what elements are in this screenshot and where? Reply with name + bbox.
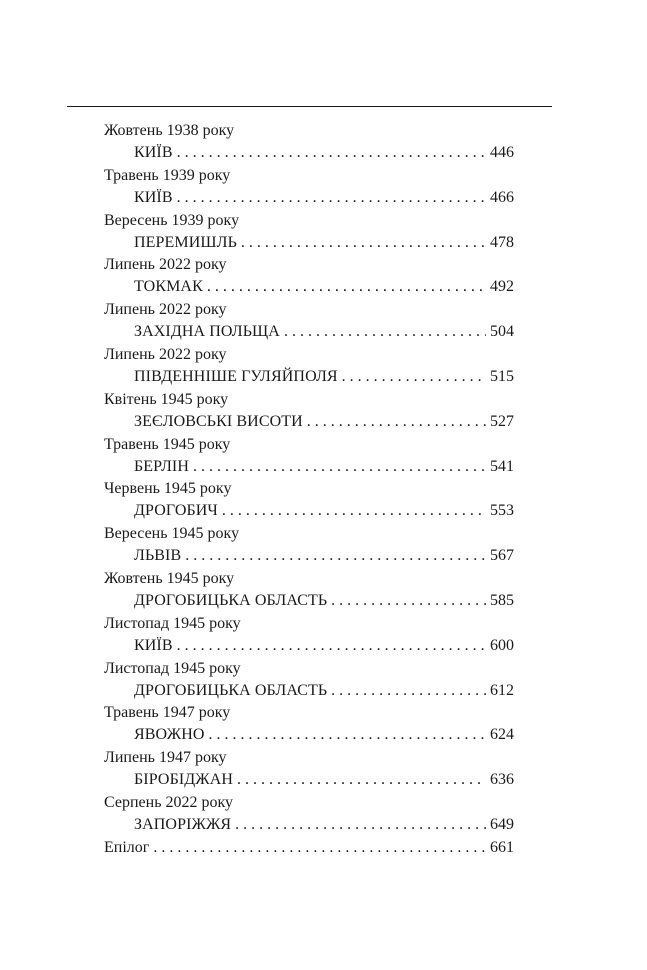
entry-line (104, 366, 514, 389)
entry-page: 466 (490, 188, 514, 206)
toc-entry (104, 747, 514, 792)
entry-page: 527 (490, 412, 514, 430)
entry-page: 636 (490, 771, 514, 789)
toc-entry (104, 478, 514, 523)
entry-title: ДРОГОБИЦЬКА ОБЛАСТЬ (134, 681, 328, 699)
toc-entry (104, 120, 514, 165)
entry-line (104, 769, 514, 792)
dot-leader (241, 232, 486, 255)
toc-entry (104, 613, 514, 658)
entry-line (104, 411, 514, 434)
toc-entry (104, 210, 514, 255)
dot-leader (207, 276, 486, 299)
entry-date: Листопад 1945 року (104, 614, 241, 632)
toc-entry (104, 658, 514, 703)
toc-entry (104, 434, 514, 479)
entry-date: Травень 1945 року (104, 435, 231, 453)
toc-entry (104, 568, 514, 613)
toc-entry (104, 165, 514, 210)
entry-date: Травень 1939 року (104, 166, 231, 184)
entry-title: ЛЬВІВ (134, 547, 182, 565)
dot-leader (193, 456, 486, 479)
entry-line (104, 590, 514, 613)
entry-title: ЗЕЄЛОВСЬКІ ВИСОТИ (134, 412, 303, 430)
dot-leader (331, 590, 486, 613)
entry-page: 504 (490, 323, 514, 341)
entry-title: ЗАПОРІЖЖЯ (134, 815, 232, 833)
entry-page: 478 (490, 233, 514, 251)
entry-line (104, 680, 514, 703)
entry-date: Жовтень 1945 року (104, 569, 235, 587)
entry-date: Липень 2022 року (104, 345, 227, 363)
entry-title: ДРОГОБИЧ (134, 502, 218, 520)
toc-entry (104, 792, 514, 837)
dot-leader (177, 635, 486, 658)
entry-title: БЕРЛІН (134, 457, 189, 475)
toc-epilog (104, 837, 514, 860)
entry-date: Липень 1947 року (104, 749, 227, 767)
entry-page: 600 (490, 636, 514, 654)
dot-leader (177, 142, 486, 165)
entry-title: КИЇВ (134, 144, 173, 161)
entry-page: 515 (490, 367, 514, 385)
entry-line (104, 232, 514, 255)
dot-leader (307, 411, 486, 434)
entry-page: 624 (490, 726, 514, 744)
dot-leader (153, 837, 486, 860)
toc-entry (104, 254, 514, 299)
dot-leader (209, 724, 486, 747)
dot-leader (177, 187, 486, 210)
entry-date: Жовтень 1938 року (104, 122, 235, 139)
toc-entry (104, 702, 514, 747)
entry-date: Липень 2022 року (104, 301, 227, 319)
toc-entry (104, 344, 514, 389)
entry-line (104, 545, 514, 568)
entry-page: 541 (490, 457, 514, 475)
epilog-page: 661 (490, 838, 514, 856)
entry-date: Листопад 1945 року (104, 659, 241, 677)
entry-page: 446 (490, 144, 514, 161)
toc-entry (104, 389, 514, 434)
entry-date: Вересень 1945 року (104, 525, 240, 543)
entry-date: Травень 1947 року (104, 704, 231, 722)
entry-line (104, 635, 514, 658)
entry-title: КИЇВ (134, 636, 173, 654)
entry-title: ПІВДЕННІШЕ ГУЛЯЙПОЛЯ (134, 367, 338, 385)
entry-line (104, 456, 514, 479)
entry-line (104, 187, 514, 210)
entry-page: 612 (490, 681, 514, 699)
entry-title: ДРОГОБИЦЬКА ОБЛАСТЬ (134, 591, 328, 609)
entry-date: Серпень 2022 року (104, 793, 234, 811)
entry-date: Вересень 1939 року (104, 211, 240, 229)
entry-date: Квітень 1945 року (104, 390, 229, 408)
entry-line (104, 276, 514, 299)
dot-leader (185, 545, 486, 568)
entry-page: 585 (490, 591, 514, 609)
entry-date: Червень 1945 року (104, 480, 232, 498)
entry-title: ПЕРЕМИШЛЬ (134, 233, 237, 251)
entry-page: 553 (490, 502, 514, 520)
toc-entry (104, 299, 514, 344)
epilog-title: Епілог (104, 838, 150, 856)
entry-title: БІРОБІДЖАН (134, 771, 234, 789)
entry-line (104, 142, 514, 165)
entry-title: ЗАХІДНА ПОЛЬЩА (134, 323, 280, 341)
header-rule (67, 106, 552, 107)
dot-leader (222, 500, 486, 523)
entry-date: Липень 2022 року (104, 256, 227, 274)
dot-leader (331, 680, 486, 703)
dot-leader (284, 321, 486, 344)
entry-line (104, 321, 514, 344)
dot-leader (235, 814, 486, 837)
dot-leader (237, 769, 486, 792)
entry-page: 649 (490, 815, 514, 833)
toc-entry (104, 523, 514, 568)
entry-line (104, 500, 514, 523)
entry-title: ТОКМАК (134, 278, 203, 296)
entry-title: ЯВОЖНО (134, 726, 205, 744)
entry-page: 492 (490, 278, 514, 296)
dot-leader (342, 366, 486, 389)
entry-line (104, 724, 514, 747)
entry-line (104, 814, 514, 837)
entry-page: 567 (490, 547, 514, 565)
entry-title: КИЇВ (134, 188, 173, 206)
table-of-contents (104, 120, 514, 860)
